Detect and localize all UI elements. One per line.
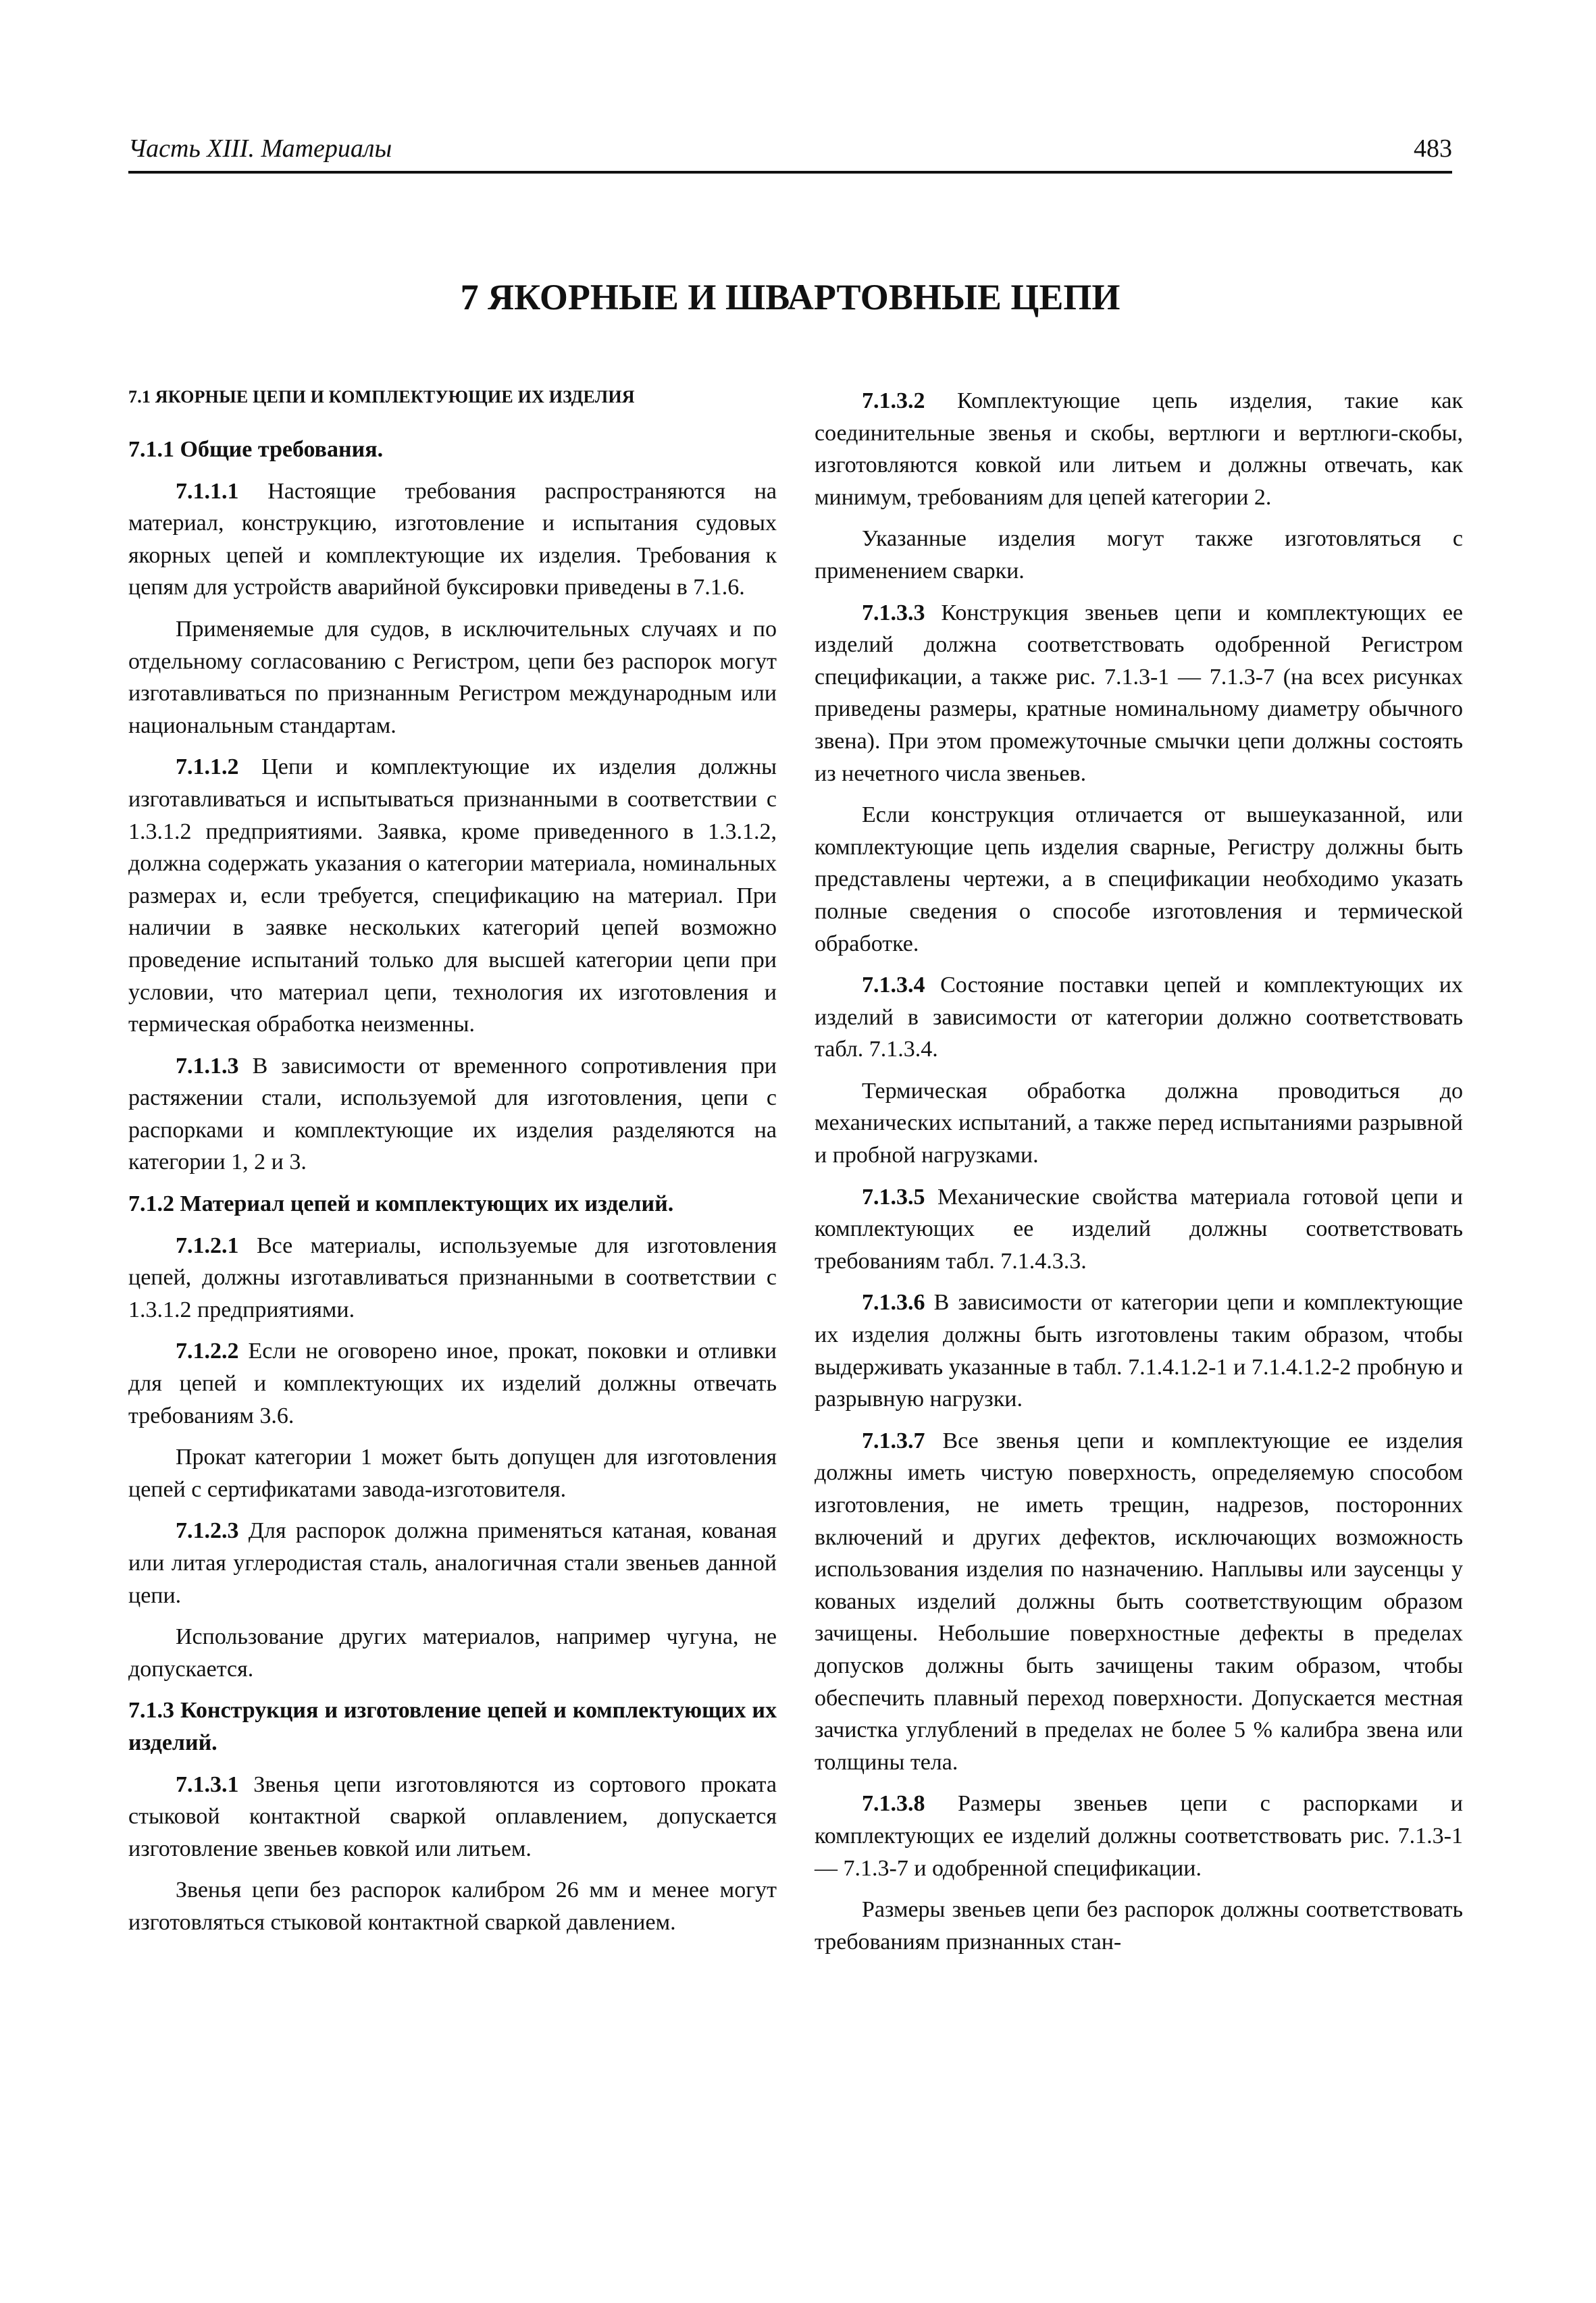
paragraph-text: Состояние поставки цепей и комплектующих их изделий в зависимости от категории должно соответствовать табл. 7.1.3.4. — [815, 973, 1463, 1062]
paragraph-text: Размеры звеньев цепи с распорками и комплектующих ее изделий должны соответствовать рис. 7.1.3-1 — 7.1.3-7 и одобренной спецификации. — [815, 1791, 1463, 1881]
paragraph-7-1-3-2 — [815, 385, 1463, 513]
paragraph-7-1-3-1-b: Звенья цепи без распорок калибром 26 мм и менее могут изготовляться стыковой контактной сваркой давлением. — [128, 1878, 777, 1935]
paragraph-text: Конструкция звеньев цепи и комплектующих ее изделий должна соответствовать одобренной Регистром спецификации, а также рис. 7.1.3-1 — 7.1.3-7 (на всех рисунках приведены размеры, кратные номинальному диаметру обычного звена). При этом промежуточные смычки цепи должны состоять из нечетного числа звеньев. — [815, 600, 1463, 786]
running-header — [128, 132, 1452, 173]
clause-number: 7.1.3.1 — [176, 1771, 239, 1797]
paragraph-7-1-2-3 — [128, 1515, 777, 1611]
paragraph-7-1-3-4 — [815, 969, 1463, 1066]
paragraph-text: Комплектующие цепь изделия, такие как соединительные звенья и скобы, вертлюги и вертлюги-скобы, изготовляются ковкой или литьем и должны отвечать, как минимум, требованиям для цепей категории 2. — [815, 388, 1463, 510]
paragraph-7-1-3-6 — [815, 1287, 1463, 1415]
subsection-heading-7-1-3: 7.1.3 Конструкция и изготовление цепей и комплектующих их изделий. — [128, 1698, 777, 1755]
paragraph-7-1-2-2-b: Прокат категории 1 может быть допущен для изготовления цепей с сертификатами завода-изготовителя. — [128, 1445, 777, 1502]
paragraph-7-1-3-7 — [815, 1425, 1463, 1779]
paragraph-7-1-1-3 — [128, 1050, 777, 1179]
clause-number: 7.1.1.1 — [176, 478, 239, 504]
clause-number: 7.1.3.2 — [862, 388, 925, 413]
paragraph-7-1-2-2 — [128, 1335, 777, 1432]
paragraph-7-1-3-1 — [128, 1769, 777, 1865]
paragraph-7-1-1-2 — [128, 751, 777, 1040]
clause-number: 7.1.1.3 — [176, 1053, 239, 1079]
page-number: 483 — [1414, 134, 1452, 163]
paragraph-7-1-2-1 — [128, 1230, 777, 1326]
chapter-title: 7 ЯКОРНЫЕ И ШВАРТОВНЫЕ ЦЕПИ — [460, 277, 1121, 317]
clause-number: 7.1.2.2 — [176, 1339, 239, 1364]
paragraph-text: В зависимости от временного сопротивления при растяжении стали, используемой для изготовления, цепи с распорками и комплектующие их изделия разделяются на категории 1, 2 и 3. — [128, 1053, 777, 1175]
paragraph-7-1-3-3-b: Если конструкция отличается от вышеуказанной, или комплектующие цепь изделия сварные, Регистру должны быть представлены чертежи, а в спецификации необходимо указать полные сведения о способе изготовления и термической обработке. — [815, 802, 1463, 956]
paragraph-7-1-1-1 — [128, 475, 777, 604]
paragraph-text: Если не оговорено иное, прокат, поковки и отливки для цепей и комплектующих их изделий должны отвечать требованиям 3.6. — [128, 1339, 777, 1428]
paragraph-7-1-3-5 — [815, 1181, 1463, 1278]
paragraph-7-1-3-8 — [815, 1788, 1463, 1884]
clause-number: 7.1.2.3 — [176, 1518, 239, 1544]
paragraph-text: Звенья цепи изготовляются из сортового проката стыковой контактной сваркой оплавлением, допускается изготовление звеньев ковкой или литьем. — [128, 1771, 777, 1861]
clause-number: 7.1.3.5 — [862, 1184, 925, 1210]
paragraph-text: В зависимости от категории цепи и комплектующие их изделия должны быть изготовлены таким образом, чтобы выдерживать указанные в табл. 7.1.4.1.2-1 и 7.1.4.1.2-2 пробную и разрывную нагрузки. — [815, 1290, 1463, 1412]
paragraph-text: Все материалы, используемые для изготовления цепей, должны изготавливаться признанными в соответствии с 1.3.1.2 предприятиями. — [128, 1233, 777, 1322]
paragraph-7-1-3-8-b: Размеры звеньев цепи без распорок должны соответствовать требованиям признанных стан- — [815, 1897, 1463, 1955]
header-divider — [128, 171, 1452, 174]
paragraph-7-1-3-3 — [815, 597, 1463, 790]
clause-number: 7.1.1.2 — [176, 754, 239, 780]
clause-number: 7.1.3.4 — [862, 973, 925, 998]
paragraph-7-1-3-2-b: Указанные изделия могут также изготовляться с применением сварки. — [815, 526, 1463, 584]
section-heading: 7.1 ЯКОРНЫЕ ЦЕПИ И КОМПЛЕКТУЮЩИЕ ИХ ИЗДЕЛИЯ — [128, 387, 635, 407]
paragraph-text: Все звенья цепи и комплектующие ее изделия должны иметь чистую поверхность, определяемую способом изготовления, не иметь трещин, надрезов, посторонних включений и других дефектов, исключающих возможность использования изделия по назначению. Наплывы или заусенцы у кованых изделий должны быть соответствующим образом зачищены. Небольшие поверхностные дефекты в пределах допусков должны быть зачищены таким образом, чтобы обеспечить плавный переход поверхности. Допускается местная зачистка углублений в пределах не более 5 % калибра звена или толщины тела. — [815, 1428, 1463, 1775]
right-column — [815, 385, 1463, 1967]
clause-number: 7.1.3.6 — [862, 1290, 925, 1316]
clause-number: 7.1.3.8 — [862, 1791, 925, 1817]
clause-number: 7.1.3.7 — [862, 1428, 925, 1453]
header-part-title: Часть XIII. Материалы — [128, 134, 392, 163]
clause-number: 7.1.3.3 — [862, 600, 925, 625]
paragraph-7-1-2-3-b: Использование других материалов, например чугуна, не допускается. — [128, 1624, 777, 1682]
paragraph-text: Для распорок должна применяться катаная, кованая или литая углеродистая сталь, аналогичная стали звеньев данной цепи. — [128, 1518, 777, 1608]
paragraph-text: Настоящие требования распространяются на материал, конструкцию, изготовление и испытания судовых якорных цепей и комплектующие их изделия. Требования к цепям для устройств аварийной буксировки приведены в 7.1.6. — [128, 478, 777, 600]
subsection-heading-7-1-1: 7.1.1 Общие требования. — [128, 437, 384, 462]
paragraph-text: Механические свойства материала готовой цепи и комплектующих ее изделий должны соответствовать требованиям табл. 7.1.4.3.3. — [815, 1184, 1463, 1274]
paragraph-text: Цепи и комплектующие их изделия должны изготавливаться и испытываться признанными в соответствии с 1.3.1.2 предприятиями. Заявка, кроме приведенного в 1.3.1.2, должна содержать указания о категории материала, номинальных размерах и, если требуется, спецификацию на материал. При наличии в заявке нескольких категорий цепей возможно проведение испытаний только для высшей категории цепи при условии, что материал цепи, технология их изготовления и термическая обработка неизменны. — [128, 754, 777, 1037]
left-column — [128, 385, 777, 1948]
clause-number: 7.1.2.1 — [176, 1233, 239, 1258]
subsection-heading-7-1-2: 7.1.2 Материал цепей и комплектующих их изделий. — [128, 1191, 674, 1217]
paragraph-7-1-3-4-b: Термическая обработка должна проводиться до механических испытаний, а также перед испытаниями разрывной и пробной нагрузками. — [815, 1078, 1463, 1168]
paragraph-7-1-1-1-b: Применяемые для судов, в исключительных случаях и по отдельному согласованию с Регистром, цепи без распорок могут изготавливаться по признанным Регистром международным или национальным стандартам. — [128, 616, 777, 738]
